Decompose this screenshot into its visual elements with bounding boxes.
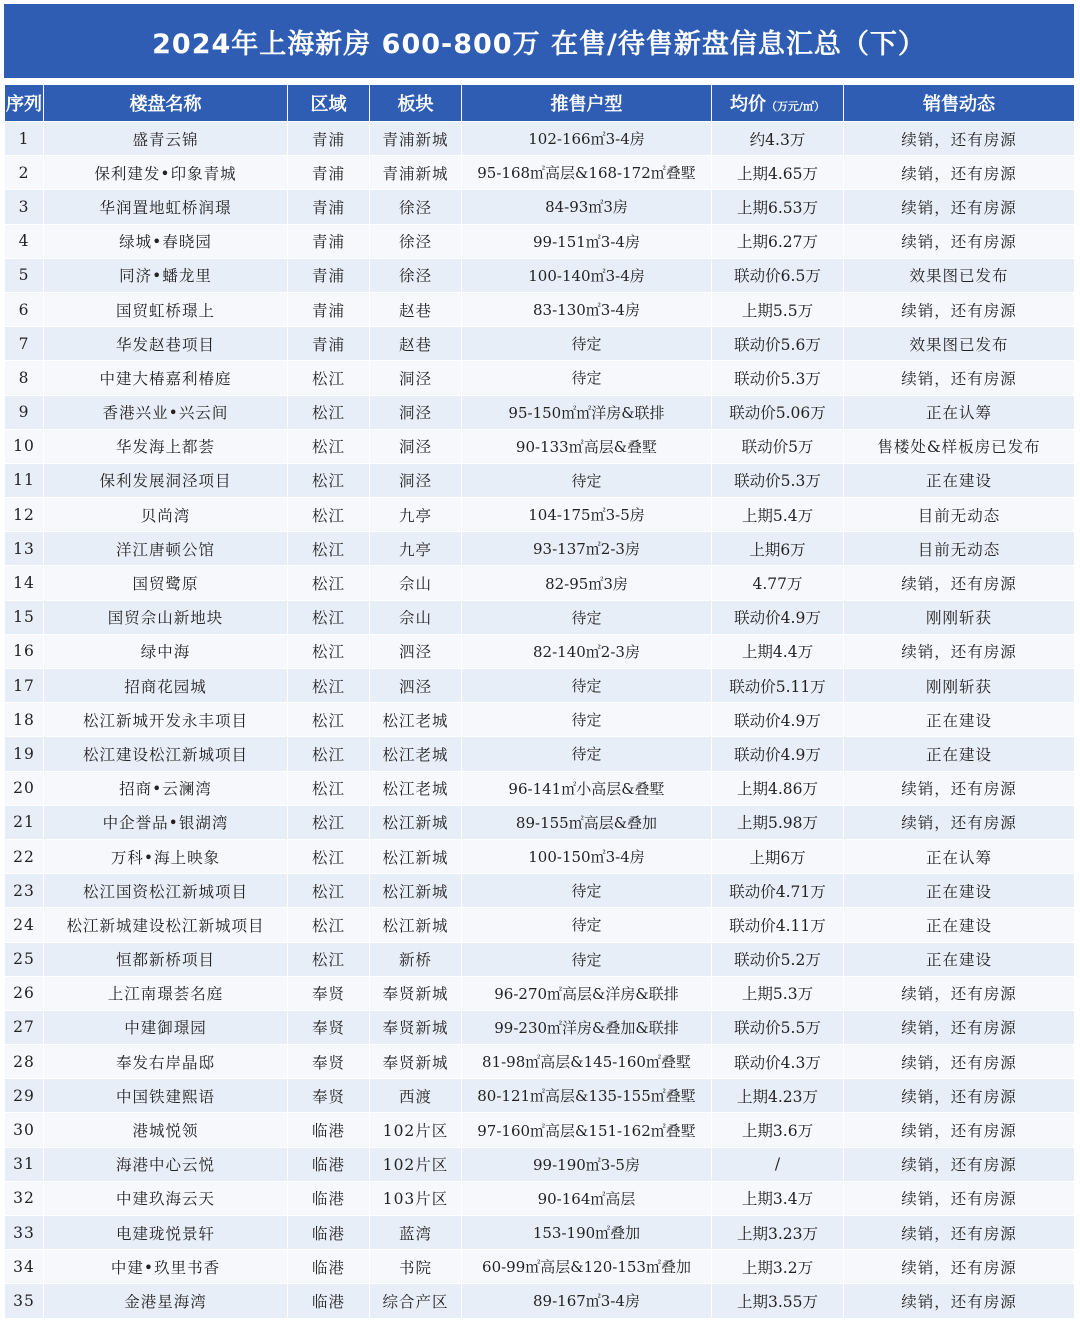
cell-area: 九亭 <box>370 532 462 566</box>
cell-type: 102-166㎡3-4房 <box>462 122 712 156</box>
cell-no: 26 <box>5 976 44 1010</box>
cell-name: 招商•云澜湾 <box>44 771 288 805</box>
cell-area: 综合产区 <box>370 1284 462 1318</box>
cell-price: 联动价4.71万 <box>712 874 844 908</box>
table-row <box>5 292 1075 326</box>
cell-status: 正在建设 <box>844 874 1075 908</box>
cell-type: 82-140㎡2-3房 <box>462 634 712 668</box>
cell-area: 奉贤新城 <box>370 976 462 1010</box>
cell-district: 松江 <box>288 395 370 429</box>
table-row <box>5 258 1075 292</box>
cell-district: 松江 <box>288 942 370 976</box>
table-row <box>5 908 1075 942</box>
cell-area: 松江新城 <box>370 805 462 839</box>
cell-no: 18 <box>5 703 44 737</box>
cell-no: 31 <box>5 1147 44 1181</box>
cell-type: 81-98㎡高层&145-160㎡叠墅 <box>462 1045 712 1079</box>
cell-district: 青浦 <box>288 327 370 361</box>
cell-no: 34 <box>5 1250 44 1284</box>
table-row <box>5 190 1075 224</box>
cell-no: 5 <box>5 258 44 292</box>
table-row <box>5 942 1075 976</box>
cell-no: 15 <box>5 600 44 634</box>
table-row <box>5 429 1075 463</box>
table-row <box>5 361 1075 395</box>
cell-price: 联动价4.9万 <box>712 600 844 634</box>
cell-area: 松江新城 <box>370 839 462 873</box>
table-row <box>5 327 1075 361</box>
cell-name: 中建御璟园 <box>44 1010 288 1044</box>
cell-name: 港城悦领 <box>44 1113 288 1147</box>
cell-district: 松江 <box>288 600 370 634</box>
cell-area: 赵巷 <box>370 327 462 361</box>
cell-no: 10 <box>5 429 44 463</box>
cell-area: 徐泾 <box>370 224 462 258</box>
header-name: 楼盘名称 <box>44 85 288 122</box>
cell-no: 9 <box>5 395 44 429</box>
table-body <box>5 122 1075 1319</box>
cell-no: 1 <box>5 122 44 156</box>
table-row <box>5 737 1075 771</box>
cell-area: 松江新城 <box>370 908 462 942</box>
cell-type: 95-168㎡高层&168-172㎡叠墅 <box>462 156 712 190</box>
cell-no: 14 <box>5 566 44 600</box>
cell-district: 奉贤 <box>288 1045 370 1079</box>
cell-no: 2 <box>5 156 44 190</box>
cell-no: 11 <box>5 463 44 497</box>
cell-type: 100-150㎡3-4房 <box>462 839 712 873</box>
table-row <box>5 839 1075 873</box>
cell-no: 30 <box>5 1113 44 1147</box>
cell-name: 贝尚湾 <box>44 498 288 532</box>
cell-status: 续销，还有房源 <box>844 1045 1075 1079</box>
cell-price: 上期3.55万 <box>712 1284 844 1318</box>
cell-no: 13 <box>5 532 44 566</box>
cell-area: 新桥 <box>370 942 462 976</box>
cell-type: 89-167㎡3-4房 <box>462 1284 712 1318</box>
cell-price: 上期4.4万 <box>712 634 844 668</box>
cell-name: 洋江唐顿公馆 <box>44 532 288 566</box>
cell-district: 松江 <box>288 566 370 600</box>
cell-name: 中国铁建熙语 <box>44 1079 288 1113</box>
cell-status: 续销，还有房源 <box>844 1147 1075 1181</box>
cell-status: 续销，还有房源 <box>844 1181 1075 1215</box>
cell-no: 24 <box>5 908 44 942</box>
cell-type: 待定 <box>462 600 712 634</box>
cell-price: 上期6.53万 <box>712 190 844 224</box>
cell-status: 续销，还有房源 <box>844 292 1075 326</box>
cell-type: 95-150㎡㎡洋房&联排 <box>462 395 712 429</box>
table-row <box>5 1147 1075 1181</box>
cell-status: 续销，还有房源 <box>844 566 1075 600</box>
cell-price: 上期5.5万 <box>712 292 844 326</box>
cell-type: 82-95㎡3房 <box>462 566 712 600</box>
table-row <box>5 634 1075 668</box>
cell-type: 待定 <box>462 463 712 497</box>
header-area: 板块 <box>370 85 462 122</box>
cell-price: 上期6万 <box>712 532 844 566</box>
cell-status: 续销，还有房源 <box>844 361 1075 395</box>
cell-district: 奉贤 <box>288 1010 370 1044</box>
cell-no: 8 <box>5 361 44 395</box>
table-row <box>5 498 1075 532</box>
cell-district: 松江 <box>288 498 370 532</box>
cell-price: 联动价4.9万 <box>712 737 844 771</box>
cell-type: 83-130㎡3-4房 <box>462 292 712 326</box>
cell-district: 松江 <box>288 634 370 668</box>
table-row <box>5 600 1075 634</box>
cell-type: 84-93㎡3房 <box>462 190 712 224</box>
cell-price: 联动价6.5万 <box>712 258 844 292</box>
cell-area: 泗泾 <box>370 634 462 668</box>
header-no: 序列 <box>5 85 44 122</box>
cell-price: 联动价5.6万 <box>712 327 844 361</box>
header-row <box>5 85 1075 122</box>
cell-district: 青浦 <box>288 258 370 292</box>
cell-type: 97-160㎡高层&151-162㎡叠墅 <box>462 1113 712 1147</box>
cell-type: 待定 <box>462 361 712 395</box>
cell-status: 续销，还有房源 <box>844 190 1075 224</box>
header-price-label: 均价 <box>729 94 766 115</box>
cell-price: 上期6万 <box>712 839 844 873</box>
cell-no: 12 <box>5 498 44 532</box>
cell-no: 20 <box>5 771 44 805</box>
cell-type: 待定 <box>462 669 712 703</box>
cell-status: 续销，还有房源 <box>844 976 1075 1010</box>
cell-no: 6 <box>5 292 44 326</box>
cell-price: 上期5.4万 <box>712 498 844 532</box>
table-row <box>5 463 1075 497</box>
cell-no: 3 <box>5 190 44 224</box>
header-type: 推售户型 <box>462 85 712 122</box>
cell-area: 蓝湾 <box>370 1216 462 1250</box>
cell-district: 松江 <box>288 429 370 463</box>
cell-status: 续销，还有房源 <box>844 1079 1075 1113</box>
cell-price: 上期4.86万 <box>712 771 844 805</box>
cell-price: 联动价4.3万 <box>712 1045 844 1079</box>
cell-area: 洞泾 <box>370 395 462 429</box>
cell-status: 正在建设 <box>844 463 1075 497</box>
cell-type: 待定 <box>462 737 712 771</box>
cell-area: 松江老城 <box>370 703 462 737</box>
table-row <box>5 395 1075 429</box>
cell-name: 华润置地虹桥润璟 <box>44 190 288 224</box>
cell-name: 恒都新桥项目 <box>44 942 288 976</box>
cell-name: 香港兴业•兴云间 <box>44 395 288 429</box>
table-row <box>5 224 1075 258</box>
cell-status: 续销，还有房源 <box>844 771 1075 805</box>
cell-name: 绿城•春晓园 <box>44 224 288 258</box>
cell-area: 松江新城 <box>370 874 462 908</box>
cell-district: 松江 <box>288 703 370 737</box>
cell-area: 松江老城 <box>370 771 462 805</box>
cell-name: 万科•海上映象 <box>44 839 288 873</box>
cell-name: 上江南璟荟名庭 <box>44 976 288 1010</box>
cell-name: 保利建发•印象青城 <box>44 156 288 190</box>
table-row <box>5 669 1075 703</box>
cell-area: 奉贤新城 <box>370 1045 462 1079</box>
cell-district: 松江 <box>288 737 370 771</box>
cell-area: 赵巷 <box>370 292 462 326</box>
cell-type: 99-230㎡洋房&叠加&联排 <box>462 1010 712 1044</box>
cell-price: 联动价5.06万 <box>712 395 844 429</box>
cell-type: 90-164㎡高层 <box>462 1181 712 1215</box>
cell-name: 国贸佘山新地块 <box>44 600 288 634</box>
cell-name: 松江国资松江新城项目 <box>44 874 288 908</box>
cell-area: 102片区 <box>370 1113 462 1147</box>
cell-area: 徐泾 <box>370 258 462 292</box>
cell-no: 23 <box>5 874 44 908</box>
cell-district: 临港 <box>288 1113 370 1147</box>
cell-name: 华发赵巷项目 <box>44 327 288 361</box>
cell-area: 书院 <box>370 1250 462 1284</box>
cell-price: 联动价4.9万 <box>712 703 844 737</box>
cell-district: 松江 <box>288 839 370 873</box>
cell-district: 奉贤 <box>288 976 370 1010</box>
cell-status: 续销，还有房源 <box>844 1216 1075 1250</box>
cell-status: 刚刚斩获 <box>844 600 1075 634</box>
cell-district: 松江 <box>288 669 370 703</box>
cell-status: 目前无动态 <box>844 532 1075 566</box>
cell-area: 泗泾 <box>370 669 462 703</box>
table-row <box>5 1079 1075 1113</box>
cell-district: 青浦 <box>288 122 370 156</box>
cell-type: 96-141㎡小高层&叠墅 <box>462 771 712 805</box>
cell-price: 上期3.6万 <box>712 1113 844 1147</box>
cell-district: 临港 <box>288 1250 370 1284</box>
cell-name: 金港星海湾 <box>44 1284 288 1318</box>
cell-district: 临港 <box>288 1216 370 1250</box>
cell-status: 正在建设 <box>844 908 1075 942</box>
cell-type: 99-151㎡3-4房 <box>462 224 712 258</box>
cell-district: 松江 <box>288 805 370 839</box>
table-row <box>5 1010 1075 1044</box>
cell-district: 松江 <box>288 908 370 942</box>
cell-name: 奉发右岸晶邸 <box>44 1045 288 1079</box>
cell-area: 洞泾 <box>370 429 462 463</box>
cell-name: 保利发展洞泾项目 <box>44 463 288 497</box>
cell-status: 续销，还有房源 <box>844 224 1075 258</box>
cell-name: 松江新城开发永丰项目 <box>44 703 288 737</box>
cell-name: 盛青云锦 <box>44 122 288 156</box>
cell-no: 19 <box>5 737 44 771</box>
cell-district: 临港 <box>288 1284 370 1318</box>
cell-type: 待定 <box>462 874 712 908</box>
cell-area: 103片区 <box>370 1181 462 1215</box>
cell-no: 28 <box>5 1045 44 1079</box>
cell-name: 松江建设松江新城项目 <box>44 737 288 771</box>
cell-status: 效果图已发布 <box>844 327 1075 361</box>
cell-price: 联动价5.3万 <box>712 463 844 497</box>
cell-name: 海港中心云悦 <box>44 1147 288 1181</box>
header-status: 销售动态 <box>844 85 1075 122</box>
cell-status: 续销，还有房源 <box>844 122 1075 156</box>
cell-status: 续销，还有房源 <box>844 1113 1075 1147</box>
cell-area: 松江老城 <box>370 737 462 771</box>
cell-name: 中建大椿嘉利椿庭 <box>44 361 288 395</box>
cell-status: 效果图已发布 <box>844 258 1075 292</box>
cell-district: 松江 <box>288 874 370 908</box>
cell-status: 续销，还有房源 <box>844 1250 1075 1284</box>
cell-price: 联动价5万 <box>712 429 844 463</box>
cell-type: 90-133㎡高层&叠墅 <box>462 429 712 463</box>
cell-status: 售楼处&样板房已发布 <box>844 429 1075 463</box>
cell-name: 同济•蟠龙里 <box>44 258 288 292</box>
cell-no: 25 <box>5 942 44 976</box>
cell-status: 正在建设 <box>844 703 1075 737</box>
table-row <box>5 1216 1075 1250</box>
cell-area: 洞泾 <box>370 463 462 497</box>
table-row <box>5 122 1075 156</box>
cell-status: 续销，还有房源 <box>844 156 1075 190</box>
cell-district: 青浦 <box>288 292 370 326</box>
cell-name: 绿中海 <box>44 634 288 668</box>
cell-type: 待定 <box>462 327 712 361</box>
cell-area: 102片区 <box>370 1147 462 1181</box>
cell-name: 中建玖海云天 <box>44 1181 288 1215</box>
table-row <box>5 874 1075 908</box>
cell-price: / <box>712 1147 844 1181</box>
cell-district: 奉贤 <box>288 1079 370 1113</box>
cell-type: 待定 <box>462 908 712 942</box>
cell-type: 93-137㎡2-3房 <box>462 532 712 566</box>
cell-type: 96-270㎡高层&洋房&联排 <box>462 976 712 1010</box>
header-price <box>712 85 844 122</box>
cell-price: 4.77万 <box>712 566 844 600</box>
cell-no: 17 <box>5 669 44 703</box>
cell-no: 27 <box>5 1010 44 1044</box>
cell-area: 九亭 <box>370 498 462 532</box>
cell-type: 100-140㎡3-4房 <box>462 258 712 292</box>
cell-area: 青浦新城 <box>370 156 462 190</box>
cell-price: 上期3.23万 <box>712 1216 844 1250</box>
cell-no: 16 <box>5 634 44 668</box>
cell-area: 青浦新城 <box>370 122 462 156</box>
cell-no: 7 <box>5 327 44 361</box>
cell-price: 上期4.65万 <box>712 156 844 190</box>
cell-name: 国贸鹭原 <box>44 566 288 600</box>
cell-type: 80-121㎡高层&135-155㎡叠墅 <box>462 1079 712 1113</box>
table-row <box>5 1045 1075 1079</box>
cell-status: 续销，还有房源 <box>844 1010 1075 1044</box>
cell-status: 正在认筹 <box>844 839 1075 873</box>
cell-type: 89-155㎡高层&叠加 <box>462 805 712 839</box>
cell-district: 松江 <box>288 463 370 497</box>
cell-price: 上期3.4万 <box>712 1181 844 1215</box>
table-row <box>5 1113 1075 1147</box>
cell-type: 99-190㎡3-5房 <box>462 1147 712 1181</box>
table-row <box>5 805 1075 839</box>
cell-price: 上期4.23万 <box>712 1079 844 1113</box>
cell-price: 联动价5.2万 <box>712 942 844 976</box>
cell-no: 33 <box>5 1216 44 1250</box>
table-row <box>5 566 1075 600</box>
table-row <box>5 703 1075 737</box>
cell-price: 上期5.98万 <box>712 805 844 839</box>
cell-status: 刚刚斩获 <box>844 669 1075 703</box>
cell-area: 佘山 <box>370 600 462 634</box>
listings-table <box>4 84 1075 1319</box>
cell-no: 35 <box>5 1284 44 1318</box>
cell-status: 正在建设 <box>844 737 1075 771</box>
cell-status: 续销，还有房源 <box>844 634 1075 668</box>
page-title: 2024年上海新房 600-800万 在售/待售新盘信息汇总（下） <box>4 4 1074 78</box>
cell-area: 佘山 <box>370 566 462 600</box>
cell-district: 临港 <box>288 1181 370 1215</box>
cell-name: 国贸虹桥璟上 <box>44 292 288 326</box>
cell-price: 上期6.27万 <box>712 224 844 258</box>
cell-district: 松江 <box>288 771 370 805</box>
table-row <box>5 156 1075 190</box>
cell-status: 目前无动态 <box>844 498 1075 532</box>
cell-price: 联动价5.3万 <box>712 361 844 395</box>
cell-district: 青浦 <box>288 156 370 190</box>
cell-type: 60-99㎡高层&120-153㎡叠加 <box>462 1250 712 1284</box>
cell-status: 正在认筹 <box>844 395 1075 429</box>
cell-type: 153-190㎡叠加 <box>462 1216 712 1250</box>
cell-type: 待定 <box>462 942 712 976</box>
cell-district: 青浦 <box>288 190 370 224</box>
cell-area: 奉贤新城 <box>370 1010 462 1044</box>
cell-district: 松江 <box>288 361 370 395</box>
cell-price: 上期5.3万 <box>712 976 844 1010</box>
cell-type: 104-175㎡3-5房 <box>462 498 712 532</box>
cell-no: 22 <box>5 839 44 873</box>
cell-area: 洞泾 <box>370 361 462 395</box>
cell-price: 联动价4.11万 <box>712 908 844 942</box>
cell-price: 联动价5.5万 <box>712 1010 844 1044</box>
cell-price: 联动价5.11万 <box>712 669 844 703</box>
cell-district: 松江 <box>288 532 370 566</box>
cell-type: 待定 <box>462 703 712 737</box>
table-row <box>5 771 1075 805</box>
table-row <box>5 1250 1075 1284</box>
cell-name: 松江新城建设松江新城项目 <box>44 908 288 942</box>
cell-status: 续销，还有房源 <box>844 805 1075 839</box>
header-district: 区域 <box>288 85 370 122</box>
cell-price: 约4.3万 <box>712 122 844 156</box>
cell-name: 中企誉品•银湖湾 <box>44 805 288 839</box>
cell-name: 中建•玖里书香 <box>44 1250 288 1284</box>
cell-no: 32 <box>5 1181 44 1215</box>
table-row <box>5 1181 1075 1215</box>
table-row <box>5 532 1075 566</box>
cell-status: 正在建设 <box>844 942 1075 976</box>
header-price-unit: （万元/㎡） <box>765 100 826 113</box>
table-row <box>5 1284 1075 1318</box>
cell-district: 临港 <box>288 1147 370 1181</box>
cell-no: 4 <box>5 224 44 258</box>
cell-area: 西渡 <box>370 1079 462 1113</box>
cell-no: 29 <box>5 1079 44 1113</box>
cell-name: 华发海上都荟 <box>44 429 288 463</box>
cell-area: 徐泾 <box>370 190 462 224</box>
cell-district: 青浦 <box>288 224 370 258</box>
cell-no: 21 <box>5 805 44 839</box>
cell-price: 上期3.2万 <box>712 1250 844 1284</box>
table-row <box>5 976 1075 1010</box>
cell-name: 招商花园城 <box>44 669 288 703</box>
cell-name: 电建珑悦景轩 <box>44 1216 288 1250</box>
cell-status: 续销，还有房源 <box>844 1284 1075 1318</box>
